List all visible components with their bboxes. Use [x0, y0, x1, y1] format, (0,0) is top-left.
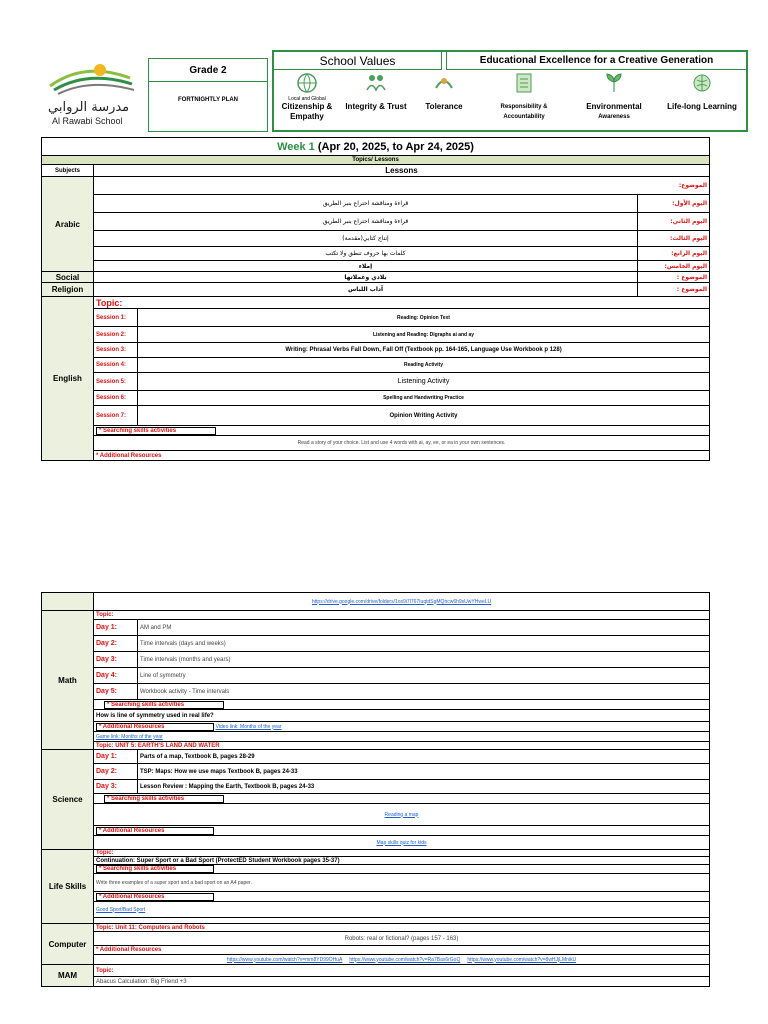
- subject-computer: Computer: [42, 924, 94, 965]
- religion-lesson: آداب اللباس: [94, 283, 638, 297]
- plan-header: [40, 48, 737, 134]
- math-video-link[interactable]: Video link: Months of the year: [215, 723, 282, 730]
- school-name-english: Al Rawabi School: [52, 116, 123, 126]
- mam-topic: Topic:: [94, 965, 710, 977]
- computer-link-3[interactable]: https://www.youtube.com/watch?v=8wHJjLMnikU: [467, 956, 577, 963]
- math-searching-label: * Searching skills activities: [94, 700, 710, 710]
- subject-mam: MAM: [42, 965, 94, 987]
- english-session3-label: Session 3:: [94, 343, 138, 358]
- english-searching-text: Read a story of your choice. List and use 4 words with ai, ay, ee, or ea in your own sentences.: [94, 436, 710, 451]
- english-session2-label: Session 2:: [94, 327, 138, 343]
- computer-link-2[interactable]: https://www.youtube.com/watch?v=Ra7Bax6rGoQ: [349, 956, 461, 963]
- arabic-day1-label: اليوم الأول:: [638, 195, 710, 213]
- plan-table-page1: [41, 137, 710, 461]
- hands-icon: [433, 72, 455, 94]
- values-slogan: Educational Excellence for a Creative Generation: [446, 52, 746, 70]
- math-day2-lesson: Time intervals (days and weeks): [138, 636, 710, 652]
- math-day4-label: Day 4:: [94, 668, 138, 684]
- computer-link-1[interactable]: https://www.youtube.com/watch?v=mm8YD99OHuA: [226, 956, 343, 963]
- science-searching-link[interactable]: Reading a map: [94, 804, 710, 826]
- math-day1-label: Day 1:: [94, 620, 138, 636]
- subject-science: Science: [42, 750, 94, 850]
- math-topic: Topic:: [94, 611, 710, 620]
- school-values-box: [272, 50, 748, 132]
- school-logo: [40, 56, 150, 132]
- science-additional-link[interactable]: Map skills quiz for kids: [94, 836, 710, 850]
- subject-english: English: [42, 297, 94, 461]
- plant-icon: [603, 72, 625, 94]
- people-icon: [365, 72, 387, 94]
- life-skills-additional-label: * Additional Resources: [94, 892, 710, 902]
- topics-header: Topics/ Lessons: [42, 156, 710, 165]
- math-day4-lesson: Line of symmetry: [138, 668, 710, 684]
- science-searching-label: * Searching skills activities: [94, 794, 710, 804]
- plan-table-page2: [41, 592, 710, 987]
- english-session1-label: Session 1:: [94, 309, 138, 327]
- english-session2-lesson: Listening and Reading: Digraphs ai and ay: [138, 327, 710, 343]
- english-session6-label: Session 6:: [94, 391, 138, 406]
- values-title: School Values: [274, 52, 442, 70]
- math-day3-label: Day 3:: [94, 652, 138, 668]
- subject-math: Math: [42, 611, 94, 750]
- english-resource-link[interactable]: https://drive.google.com/drive/folders/1os9i7l767IuqtdSgMQncw6h9sUwYHweLU: [94, 593, 710, 611]
- subject-religion: Religion: [42, 283, 94, 297]
- english-session7-lesson: Opinion Writing Activity: [138, 406, 710, 426]
- arabic-day4-lesson: كلمات بها حروف تنطق ولا تكتب: [94, 247, 638, 261]
- subjects-header: Subjects: [42, 165, 94, 177]
- math-additional-row: * Additional Resources Video link: Months of the year: [94, 722, 710, 732]
- english-session6-lesson: Spelling and Handwriting Practice: [138, 391, 710, 406]
- science-day3-lesson: Lesson Review : Mapping the Earth, Textbook B, pages 24-33: [138, 780, 710, 794]
- english-topic: Topic:: [94, 297, 710, 309]
- arabic-topic: الموضوع:: [94, 177, 710, 195]
- english-searching-label: * Searching skills activities: [94, 426, 710, 436]
- english-session4-label: Session 4:: [94, 358, 138, 373]
- life-skills-topic: Topic:: [94, 850, 710, 857]
- computer-additional-label: * Additional Resources: [94, 946, 710, 955]
- math-day2-label: Day 2:: [94, 636, 138, 652]
- life-skills-searching-label: * Searching skills activities: [94, 865, 710, 874]
- social-topic: الموضوع :: [638, 272, 710, 283]
- value-citizenship: Local and Global Citizenship & Empathy: [276, 72, 338, 122]
- week-title: Week 1 (Apr 20, 2025, to Apr 24, 2025): [42, 138, 710, 156]
- value-tolerance: Tolerance: [414, 72, 474, 112]
- science-topic: Topic: UNIT 5: EARTH'S LAND AND WATER: [94, 742, 710, 750]
- brain-icon: [691, 72, 713, 94]
- computer-lesson: Robots: real or fictional? (pages 157 - 163): [94, 932, 710, 946]
- english-additional-label: * Additional Resources: [94, 451, 710, 461]
- arabic-day2-label: اليوم الثاني:: [638, 213, 710, 231]
- grade-divider: [149, 81, 267, 82]
- subject-social: Social: [42, 272, 94, 283]
- religion-topic: الموضوع :: [638, 283, 710, 297]
- globe-icon: [296, 72, 318, 94]
- arabic-day3-lesson: إنتاج كتابي(مقدمة): [94, 231, 638, 247]
- arabic-day4-label: اليوم الرابع:: [638, 247, 710, 261]
- document-icon: [513, 72, 535, 94]
- arabic-day2-lesson: قراءة ومناقشة احتراع بنبر الطريق: [94, 213, 638, 231]
- english-session5-lesson: Listening Activity: [138, 373, 710, 391]
- social-lesson: بلادي وعملاتها: [94, 272, 638, 283]
- value-environmental: Environmental Awareness: [574, 72, 654, 122]
- value-lifelong: Life-long Learning: [656, 72, 748, 112]
- science-day3-label: Day 3:: [94, 780, 138, 794]
- school-name-arabic: مدرسة الروابي: [48, 100, 130, 115]
- computer-links-row: [94, 955, 710, 965]
- english-session7-label: Session 7:: [94, 406, 138, 426]
- grade-box: [148, 58, 268, 132]
- subject-english-continued: [42, 593, 94, 611]
- science-day2-lesson: TSP: Maps: How we use maps Textbook B, pages 24-33: [138, 764, 710, 780]
- science-day1-label: Day 1:: [94, 750, 138, 764]
- school-logo-icon: [40, 56, 140, 100]
- english-session5-label: Session 5:: [94, 373, 138, 391]
- value-integrity: Integrity & Trust: [338, 72, 414, 112]
- lessons-header: Lessons: [94, 165, 710, 177]
- math-day1-lesson: AM and PM: [138, 620, 710, 636]
- subject-arabic: Arabic: [42, 177, 94, 272]
- grade-title: Grade 2: [189, 65, 227, 76]
- computer-topic: Topic: Unit 11: Computers and Robots: [94, 924, 710, 932]
- life-skills-searching-text: Write three examples of a super sport and a bad sport on an A4 paper.: [94, 874, 710, 892]
- math-game-link[interactable]: Game link: Months of the year: [94, 732, 710, 742]
- subject-life-skills: Life Skills: [42, 850, 94, 924]
- arabic-day3-label: اليوم الثالث:: [638, 231, 710, 247]
- math-day3-lesson: Time intervals (months and years): [138, 652, 710, 668]
- english-session1-lesson: Reading: Opinion Text: [138, 309, 710, 327]
- arabic-day5-lesson: إملاء: [94, 261, 638, 272]
- arabic-day5-label: اليوم الخامس:: [638, 261, 710, 272]
- plan-type: FORTNIGHTLY PLAN: [177, 97, 238, 103]
- arabic-day1-lesson: قراءة ومناقشة احتراع بنبر الطريق: [94, 195, 638, 213]
- life-skills-lesson: Continuation: Super Sport or a Bad Sport (ProtectED Student Workbook pages 35-37): [94, 857, 710, 865]
- science-day2-label: Day 2:: [94, 764, 138, 780]
- english-session4-lesson: Reading Activity: [138, 358, 710, 373]
- math-day5-label: Day 5:: [94, 684, 138, 700]
- mam-lesson: Abacus Calculation: Big Friend +3: [94, 977, 710, 987]
- english-session3-lesson: Writing: Phrasal Verbs Fall Down, Fall Off (Textbook pp. 164-165, Language Use Workbook p 128): [138, 343, 710, 358]
- science-additional-label: * Additional Resources: [94, 826, 710, 836]
- life-skills-link[interactable]: Good Sport/Bad Sport: [94, 902, 710, 918]
- math-day5-lesson: Workbook activity - Time intervals: [138, 684, 710, 700]
- science-day1-lesson: Parts of a map, Textbook B, pages 28-29: [138, 750, 710, 764]
- math-searching-text: How is line of symmetry used in real life?: [94, 710, 710, 722]
- value-responsibility: Responsibility & Accountability: [478, 72, 570, 122]
